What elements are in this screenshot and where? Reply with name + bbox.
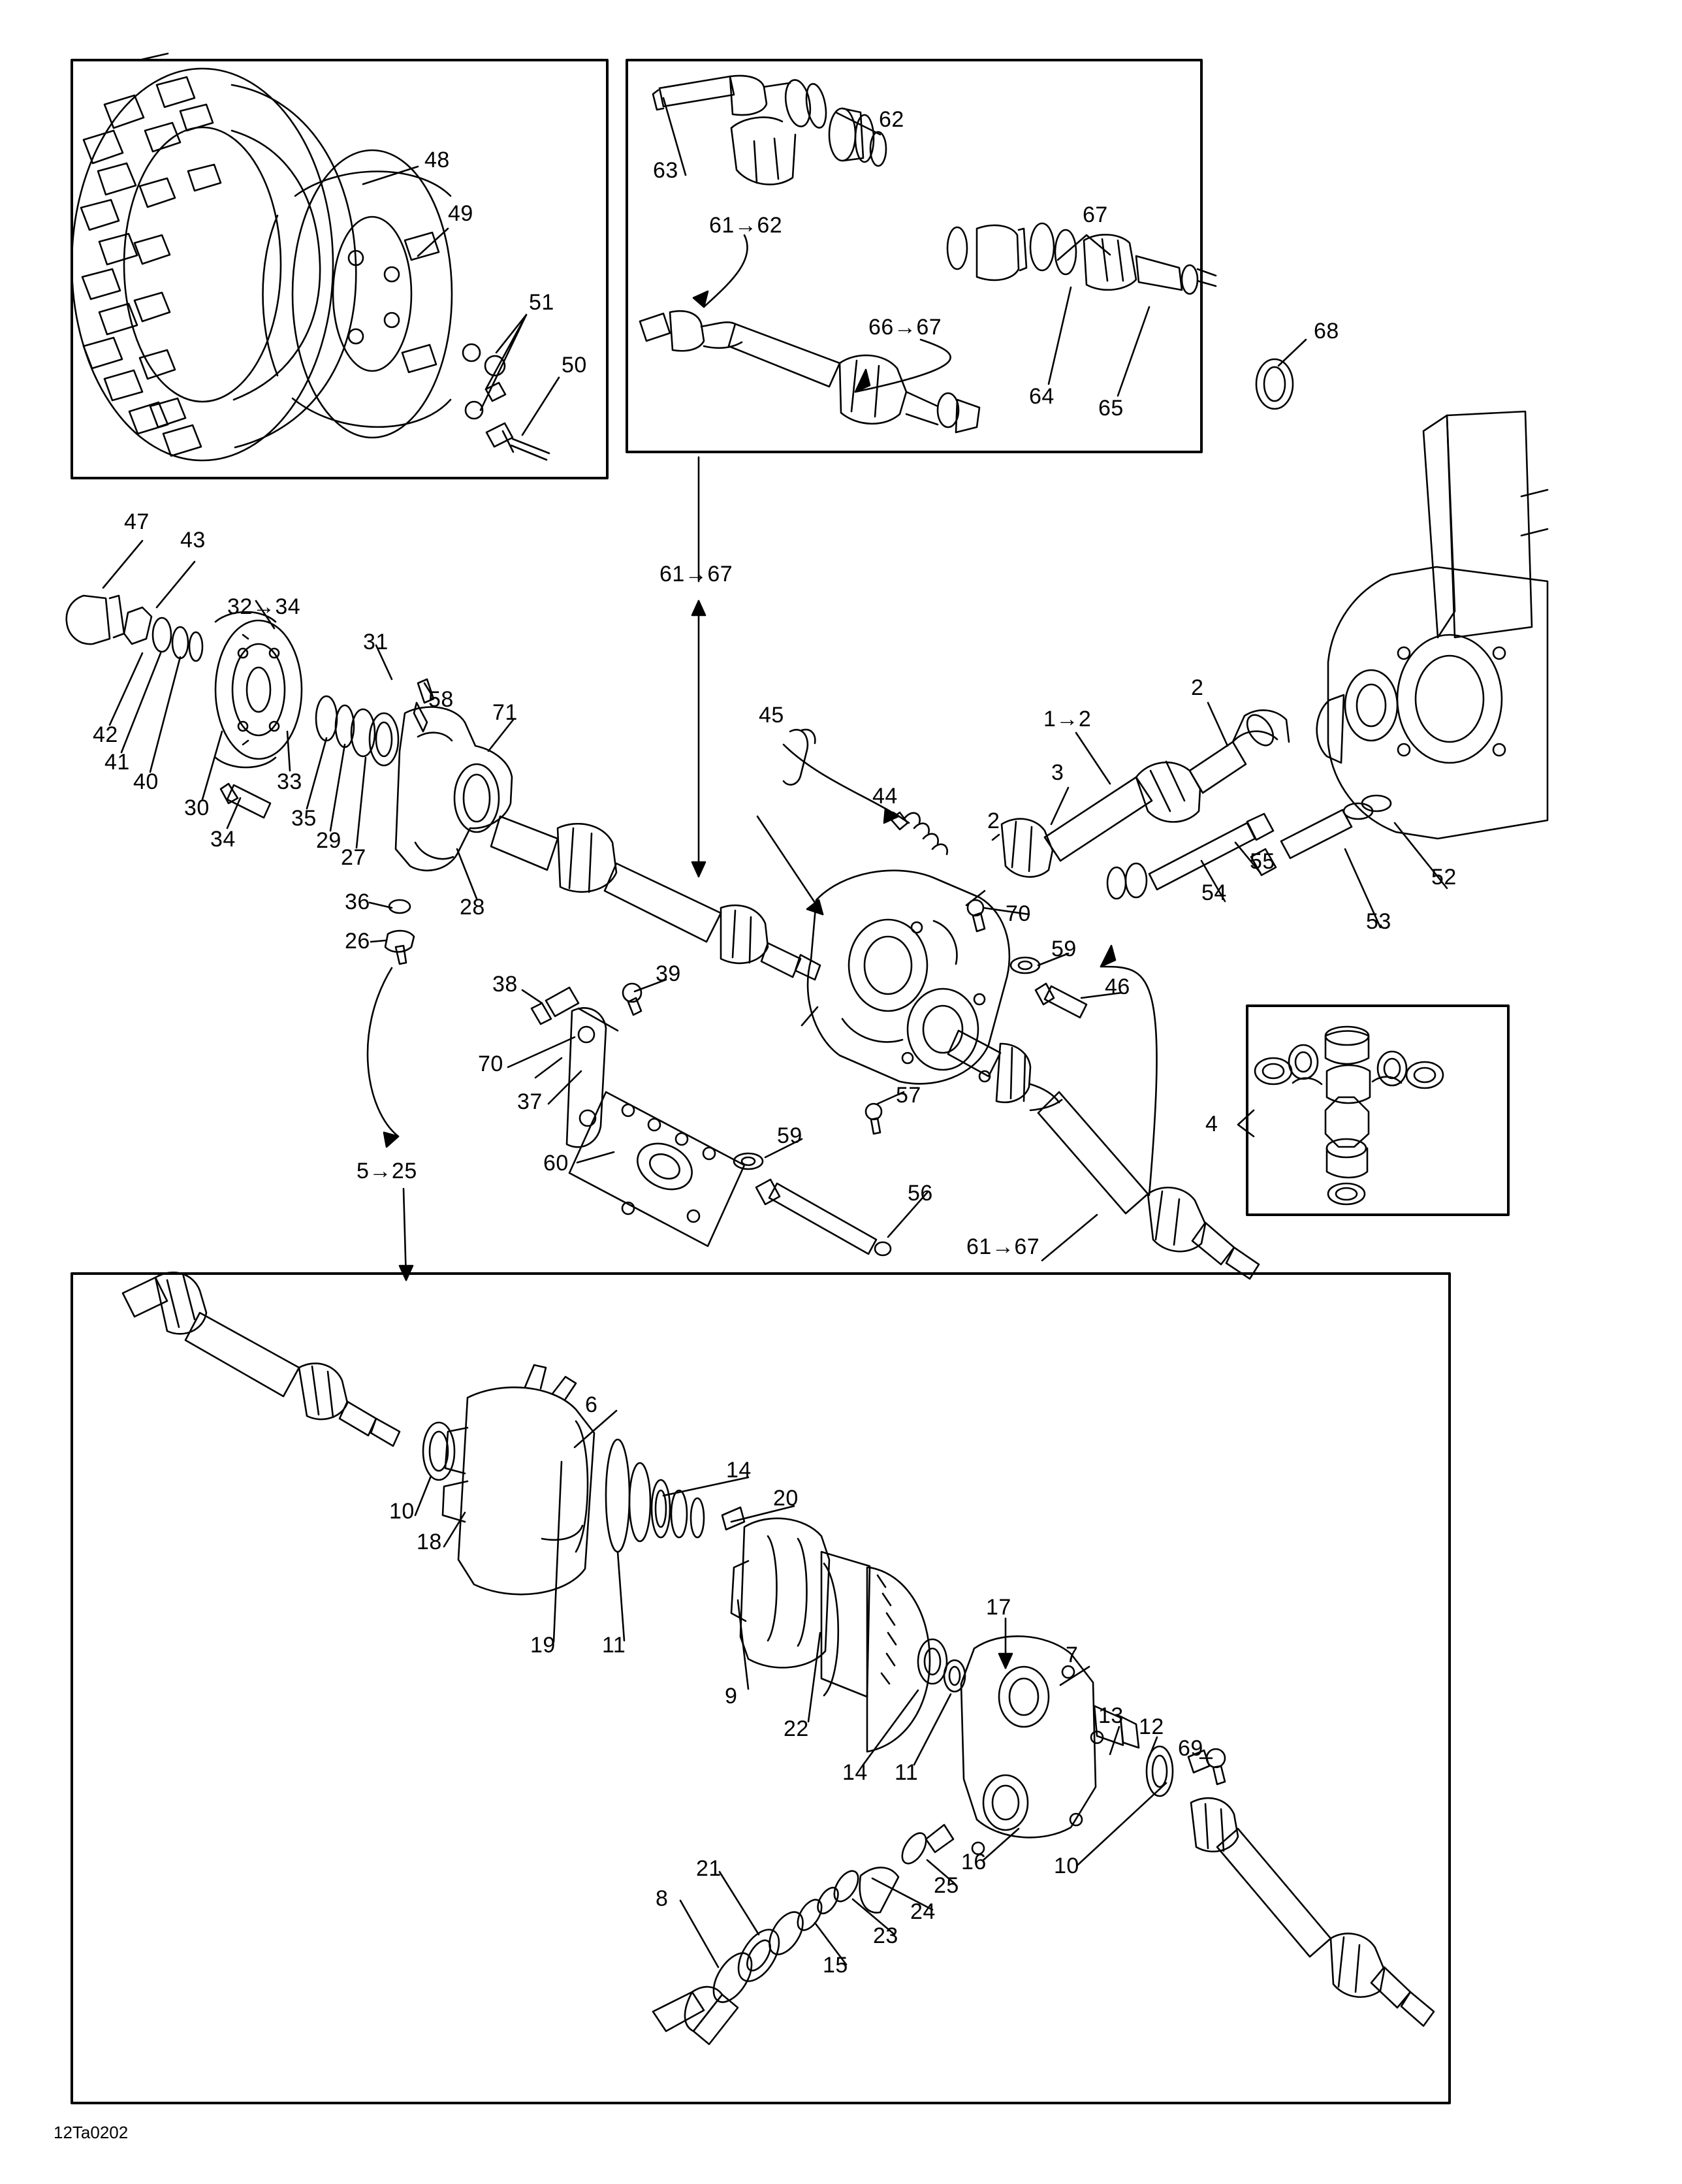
left-halfshaft <box>491 816 820 980</box>
callout-19: 19 <box>530 1633 556 1658</box>
callout-68: 68 <box>1314 319 1339 344</box>
callout-34: 34 <box>210 827 236 852</box>
callout-24: 24 <box>910 1899 936 1924</box>
callout-64: 64 <box>1029 384 1055 409</box>
center-differential <box>802 871 1009 1084</box>
callout-59a: 59 <box>1051 937 1077 961</box>
callout-49: 49 <box>448 201 473 226</box>
tire-art <box>72 54 356 460</box>
callout-54: 54 <box>1201 880 1227 905</box>
callout-3: 3 <box>1051 760 1064 785</box>
callout-4: 4 <box>1205 1112 1218 1136</box>
callout-1-2: 1→2 <box>1043 707 1092 731</box>
callout-38: 38 <box>492 972 518 997</box>
callout-6: 6 <box>585 1392 598 1417</box>
callout-37: 37 <box>517 1089 543 1114</box>
callout-33: 33 <box>277 769 302 794</box>
callout-46: 46 <box>1105 974 1130 999</box>
callout-30: 30 <box>184 795 210 820</box>
callout-22: 22 <box>784 1716 809 1741</box>
callout-26: 26 <box>345 929 370 954</box>
callout-62: 62 <box>879 107 904 132</box>
callout-58: 58 <box>428 687 454 712</box>
callout-15: 15 <box>823 1953 848 1978</box>
callout-13: 13 <box>1098 1703 1124 1728</box>
callout-8: 8 <box>656 1886 669 1911</box>
callout-2a: 2 <box>987 809 1000 833</box>
callout-7: 7 <box>1066 1643 1079 1667</box>
diff-housing-right <box>961 1636 1139 1854</box>
boot-kit-lower <box>947 223 1216 294</box>
callout-11a: 11 <box>602 1633 626 1658</box>
callout-51: 51 <box>529 290 554 315</box>
callout-71: 71 <box>492 700 518 725</box>
callout-32-34: 32→34 <box>227 594 301 619</box>
rim-art <box>263 150 452 438</box>
callout-21: 21 <box>696 1856 722 1881</box>
callout-40: 40 <box>133 769 159 794</box>
callout-45: 45 <box>759 703 784 728</box>
callout-61-67a: 61→67 <box>659 562 733 586</box>
propeller-shaft <box>1002 707 1289 876</box>
callout-35: 35 <box>291 806 317 831</box>
callout-39: 39 <box>656 961 681 986</box>
callout-66-67: 66→67 <box>868 315 942 340</box>
callout-28: 28 <box>460 895 485 920</box>
callout-10a: 10 <box>389 1499 415 1524</box>
callout-10b: 10 <box>1054 1854 1079 1878</box>
callout-12: 12 <box>1139 1714 1164 1739</box>
callout-18: 18 <box>417 1530 442 1554</box>
engine-case-outline <box>1317 411 1547 839</box>
callout-5-25: 5→25 <box>357 1159 417 1183</box>
callout-14b: 14 <box>842 1760 868 1785</box>
callout-17: 17 <box>986 1595 1011 1620</box>
diff-carrier <box>722 1507 965 1752</box>
callout-36: 36 <box>345 890 370 914</box>
callout-44: 44 <box>872 784 898 809</box>
diff-exploded-left-shaft <box>123 1272 400 1446</box>
callout-23: 23 <box>873 1923 898 1948</box>
callout-9: 9 <box>725 1684 738 1709</box>
callout-67: 67 <box>1083 202 1108 227</box>
callout-59b: 59 <box>777 1123 802 1148</box>
callout-50: 50 <box>562 353 587 377</box>
callout-31: 31 <box>363 630 389 654</box>
callout-61-62: 61→62 <box>709 213 783 238</box>
callout-47: 47 <box>124 509 150 534</box>
callout-53: 53 <box>1366 909 1391 934</box>
callout-70a: 70 <box>1006 901 1031 926</box>
drawing-code: 12Ta0202 <box>54 2123 129 2142</box>
callout-14a: 14 <box>726 1458 752 1483</box>
callout-27: 27 <box>341 845 366 870</box>
callout-48: 48 <box>424 148 450 172</box>
callout-11b: 11 <box>895 1760 919 1785</box>
diff-right-output <box>1147 1746 1434 2026</box>
callout-61-67b: 61→67 <box>966 1234 1040 1259</box>
callout-65: 65 <box>1098 396 1124 421</box>
callout-55: 55 <box>1250 849 1275 874</box>
callout-43: 43 <box>180 528 206 553</box>
callout-52: 52 <box>1431 865 1457 890</box>
callout-29: 29 <box>316 828 341 853</box>
callout-25: 25 <box>934 1873 959 1898</box>
callout-57: 57 <box>896 1083 921 1108</box>
boot-kit-upper <box>653 76 886 185</box>
callout-2b: 2 <box>1191 675 1204 700</box>
callout-16: 16 <box>961 1850 987 1874</box>
ujoint-kit-art <box>1255 1027 1443 1204</box>
callout-56: 56 <box>908 1181 933 1206</box>
callout-41: 41 <box>104 750 130 775</box>
callout-70b: 70 <box>478 1052 503 1076</box>
callout-20: 20 <box>773 1486 799 1511</box>
center-fasteners <box>532 730 1391 1255</box>
callout-69: 69 <box>1178 1736 1203 1761</box>
lug-hardware <box>463 344 549 460</box>
callout-42: 42 <box>93 722 118 747</box>
diff-housing-left <box>423 1365 704 1594</box>
callout-63: 63 <box>653 158 678 183</box>
callout-60: 60 <box>543 1151 569 1176</box>
